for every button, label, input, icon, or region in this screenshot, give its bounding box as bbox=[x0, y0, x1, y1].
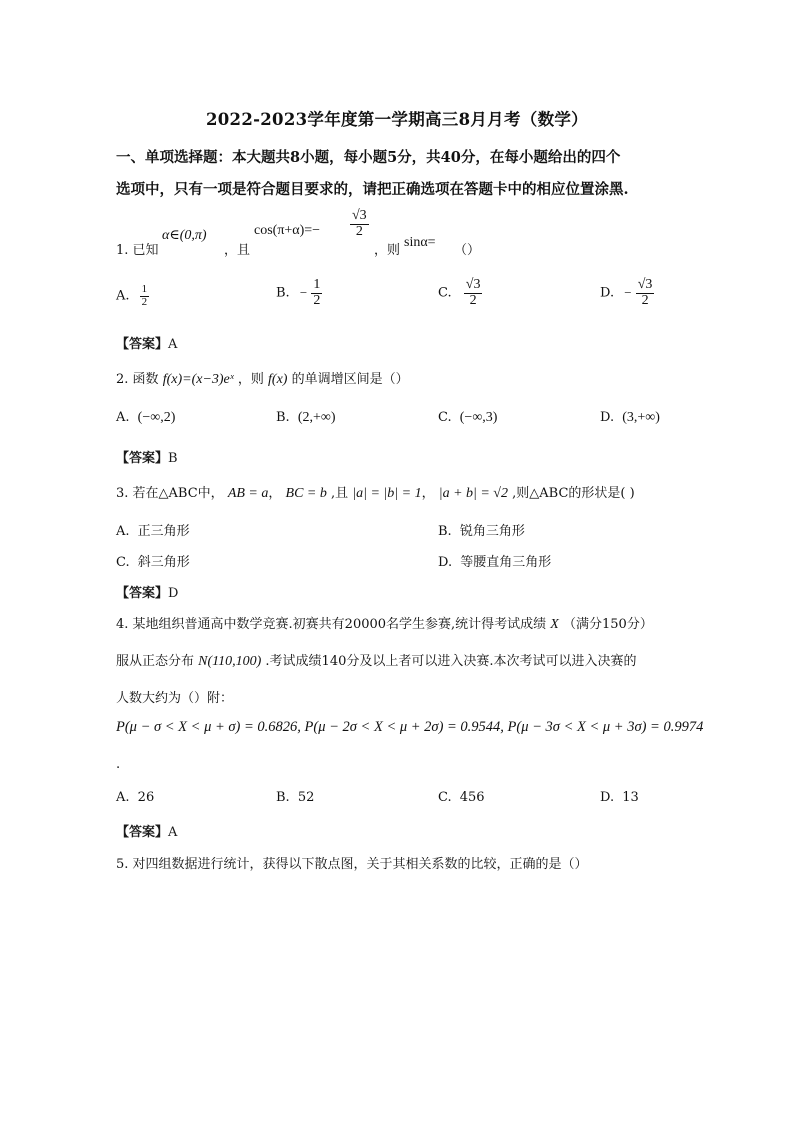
q4-option-a[interactable]: A. 26 bbox=[116, 790, 155, 805]
q1-fraction bbox=[350, 209, 369, 239]
q1-mid: ，且 bbox=[224, 243, 251, 258]
q3-answer-value: D bbox=[168, 586, 179, 601]
answer-label: 【答案】 bbox=[116, 825, 169, 840]
q4-answer bbox=[116, 821, 177, 840]
q1-option-c[interactable]: C. $\frac{√3}{2}$ bbox=[438, 277, 481, 308]
q4-option-c[interactable]: C. 456 bbox=[438, 790, 485, 805]
q3-option-c[interactable]: C. 斜三角形 bbox=[116, 555, 190, 570]
q4-option-d[interactable]: D. 13 bbox=[600, 790, 639, 805]
q2-option-a[interactable]: A. (−∞,2) bbox=[116, 410, 176, 425]
q1-blank: （） bbox=[454, 243, 481, 258]
question-4-line-2 bbox=[116, 650, 637, 670]
q3-prefix: 3. 若在△ABC中， bbox=[116, 486, 224, 501]
q1-fraction-numerator: √3 bbox=[352, 208, 367, 223]
q1-then: ，则 bbox=[374, 243, 401, 258]
q3-answer bbox=[116, 582, 178, 601]
q3-option-d[interactable]: D. 等腰直角三角形 bbox=[438, 555, 552, 570]
q2-prefix: 2. 函数 bbox=[116, 372, 159, 387]
question-4-line-1 bbox=[116, 613, 653, 633]
section-heading-line1: 一、单项选择题：本大题共8小题，每小题5分，共40分，在每小题给出的四个 bbox=[116, 149, 621, 166]
q3-suffix: ,则△ABC的形状是( ) bbox=[512, 486, 635, 501]
q1-condition-1: α∈(0,π) bbox=[162, 228, 207, 243]
q4-formula: P(μ − σ < X < μ + σ) = 0.6826, P(μ − 2σ < X < μ + 2σ) = 0.9544, P(μ − 3σ < X < μ + 3σ) = 0.9974 bbox=[116, 719, 704, 735]
q2-option-c[interactable]: C. (−∞,3) bbox=[438, 410, 498, 425]
q2-suffix: 的单调增区间是（） bbox=[291, 372, 409, 387]
page-title: 2022-2023学年度第一学期高三8月月考（数学） bbox=[206, 110, 588, 129]
q2-option-d[interactable]: D. (3,+∞) bbox=[600, 410, 660, 425]
q4-line2-suffix: .考试成绩140分及以上者可以进入决赛.本次考试可以进入决赛的 bbox=[265, 654, 637, 669]
q1-option-a[interactable]: A. $\frac{1}{2}$ bbox=[116, 283, 148, 308]
q3-mid: ,且 bbox=[331, 486, 349, 501]
q2-function-ref: f(x) bbox=[268, 372, 288, 387]
section-heading-line2: 选项中，只有一项是符合题目要求的，请把正确选项在答题卡中的相应位置涂黑. bbox=[116, 181, 629, 198]
question-2 bbox=[116, 368, 409, 388]
q4-distribution: N(110,100) bbox=[198, 654, 262, 669]
q1-fraction-denominator: 2 bbox=[355, 223, 363, 239]
q2-option-b[interactable]: B. (2,+∞) bbox=[276, 410, 336, 425]
q1-option-b[interactable]: B. − $\frac{1}{2}$ bbox=[276, 277, 321, 308]
q2-answer-value: B bbox=[168, 451, 178, 466]
q4-line1-suffix: （满分150分） bbox=[563, 617, 653, 632]
q3-option-b[interactable]: B. 锐角三角形 bbox=[438, 524, 525, 539]
answer-label: 【答案】 bbox=[116, 451, 169, 466]
q1-ask: sinα= bbox=[404, 235, 436, 250]
question-5: 5. 对四组数据进行统计，获得以下散点图，关于其相关系数的比较，正确的是（） bbox=[116, 857, 588, 872]
q3-condition-1: |a| = |b| = 1 bbox=[352, 486, 422, 501]
q1-condition-2: cos(π+α)=− bbox=[254, 223, 321, 238]
q3-vector-ab: AB = a bbox=[227, 486, 269, 501]
q4-answer-value: A bbox=[168, 825, 178, 840]
q3-vector-bc: BC = b bbox=[285, 486, 327, 501]
q1-option-d[interactable]: D. − $\frac{√3}{2}$ bbox=[600, 277, 653, 308]
answer-label: 【答案】 bbox=[116, 586, 169, 601]
q3-condition-2: |a + b| = √2 bbox=[438, 486, 508, 501]
q2-function: f(x)=(x−3)eˣ bbox=[162, 372, 234, 387]
q3-option-a[interactable]: A. 正三角形 bbox=[116, 524, 190, 539]
q4-option-b[interactable]: B. 52 bbox=[276, 790, 315, 805]
question-4-line-3: 人数大约为（）附： bbox=[116, 691, 234, 706]
q1-answer-value: A bbox=[168, 337, 178, 352]
q4-line2-text: 服从正态分布 bbox=[116, 654, 195, 669]
question-3: 3. 若在△ABC中， AB = a， BC = b ,且 |a| = |b| = 1， |a + b| = √2 ,则△ABC的形状是( ) bbox=[116, 486, 635, 501]
q1-answer bbox=[116, 333, 177, 352]
answer-label: 【答案】 bbox=[116, 337, 169, 352]
q2-answer bbox=[116, 447, 178, 466]
q4-formula-dot: . bbox=[116, 757, 121, 772]
q2-mid: ，则 bbox=[237, 372, 264, 387]
q4-variable-x: X bbox=[550, 617, 559, 632]
q1-prefix: 1. 已知 bbox=[116, 243, 159, 258]
q4-line1-text: 4. 某地组织普通高中数学竞赛.初赛共有20000名学生参赛,统计得考试成绩 bbox=[116, 617, 547, 632]
